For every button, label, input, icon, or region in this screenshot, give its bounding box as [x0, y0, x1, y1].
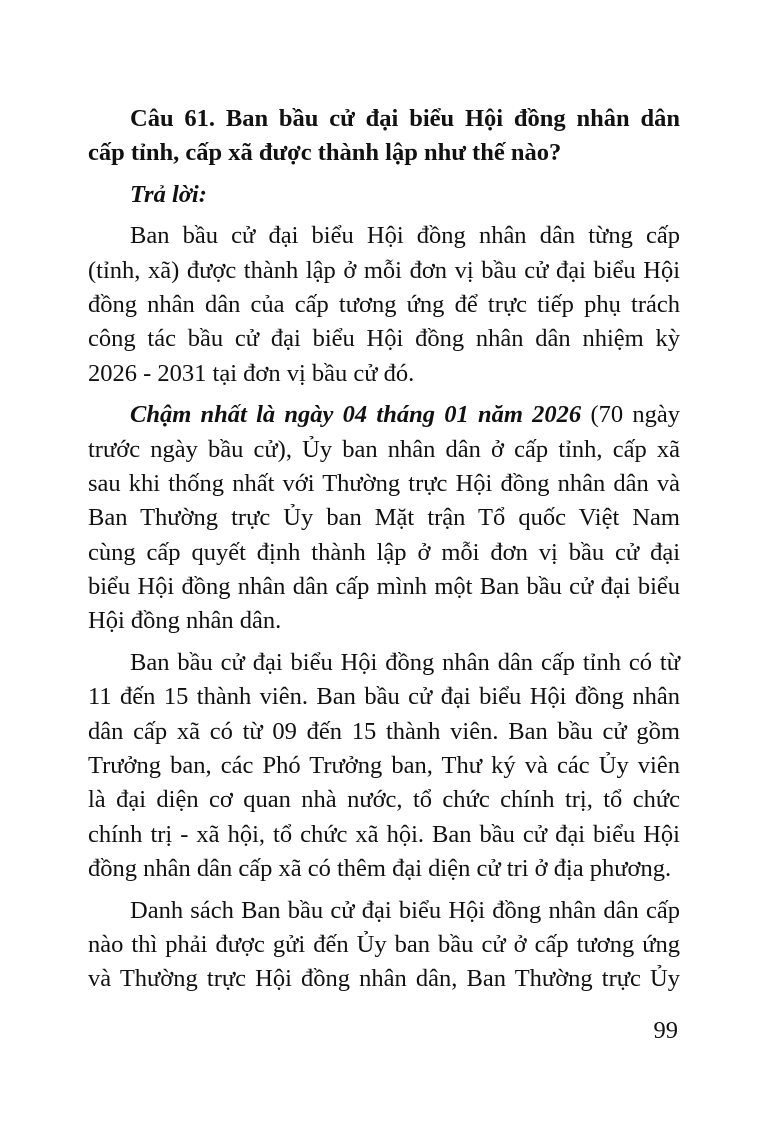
question-line: cấp tỉnh, cấp xã được thành lập như thế nào? [88, 139, 562, 167]
paragraph-line: là đại diện cơ quan nhà nước, tổ chức chính trị, tổ chức [88, 786, 680, 814]
paragraph-line: nào thì phải được gửi đến Ủy ban bầu cử ở cấp tương ứng [88, 930, 680, 958]
paragraph-line: Ban bầu cử đại biểu Hội đồng nhân dân từng cấp [130, 222, 680, 250]
question-heading [88, 102, 680, 171]
document-page [88, 102, 680, 997]
paragraph-line: Ban bầu cử đại biểu Hội đồng nhân dân cấp tỉnh có từ [130, 648, 680, 676]
paragraph-line [88, 398, 680, 432]
paragraph-line: dân cấp xã có từ 09 đến 15 thành viên. Ban bầu cử gồm [88, 717, 680, 745]
paragraph-line: và Thường trực Hội đồng nhân dân, Ban Thường trực Ủy [88, 965, 680, 993]
paragraph-line: Trưởng ban, các Phó Trưởng ban, Thư ký và các Ủy viên [88, 752, 680, 780]
question-line: Câu 61. Ban bầu cử đại biểu Hội đồng nhân dân [130, 105, 680, 132]
deadline-emphasis: Chậm nhất là ngày 04 tháng 01 năm 2026 [130, 401, 582, 429]
paragraph-text: (70 ngày [581, 401, 680, 429]
paragraph-line: 11 đến 15 thành viên. Ban bầu cử đại biểu Hội đồng nhân [88, 683, 680, 711]
paragraph-line: biểu Hội đồng nhân dân cấp mình một Ban bầu cử đại biểu [88, 573, 680, 601]
paragraph-line: trước ngày bầu cử), Ủy ban nhân dân ở cấp tỉnh, cấp xã [88, 435, 680, 463]
paragraph-line: đồng nhân dân cấp xã có thêm đại diện cử tri ở địa phương. [88, 855, 672, 883]
paragraph-line: Ban Thường trực Ủy ban Mặt trận Tổ quốc Việt Nam [88, 504, 680, 532]
paragraph-line: Hội đồng nhân dân. [88, 607, 282, 635]
paragraph-line: sau khi thống nhất với Thường trực Hội đồng nhân dân và [88, 469, 680, 497]
paragraph-2 [88, 398, 680, 639]
paragraph-line: cùng cấp quyết định thành lập ở mỗi đơn vị bầu cử đại [88, 538, 680, 566]
paragraph-line: đồng nhân dân của cấp tương ứng để trực tiếp phụ trách [88, 290, 680, 318]
paragraph-4 [88, 894, 680, 997]
paragraph-1 [88, 219, 680, 391]
page-number: 99 [653, 1017, 678, 1044]
answer-label: Trả lời: [130, 180, 207, 208]
paragraph-line: công tác bầu cử đại biểu Hội đồng nhân dân nhiệm kỳ [88, 325, 680, 353]
paragraph-line: 2026 - 2031 tại đơn vị bầu cử đó. [88, 359, 415, 387]
paragraph-line: chính trị - xã hội, tổ chức xã hội. Ban bầu cử đại biểu Hội [88, 820, 680, 848]
paragraph-line: (tỉnh, xã) được thành lập ở mỗi đơn vị bầu cử đại biểu Hội [88, 256, 680, 284]
paragraph-line: Danh sách Ban bầu cử đại biểu Hội đồng nhân dân cấp [130, 896, 680, 924]
paragraph-3 [88, 646, 680, 887]
